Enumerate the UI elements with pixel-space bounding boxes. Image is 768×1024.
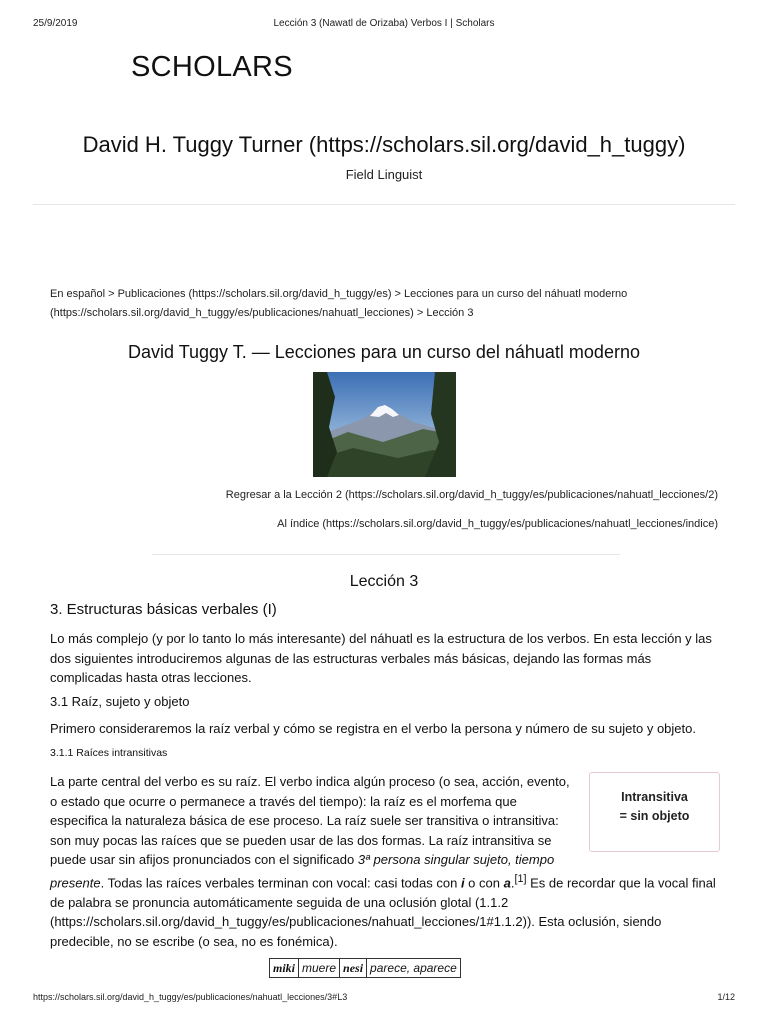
author-name[interactable]: David H. Tuggy Turner (https://scholars.sil.org/david_h_tuggy) [82,132,686,157]
page-subtitle: David Tuggy T. — Lecciones para un curso del náhuatl moderno [128,342,640,362]
print-page-title: Lección 3 (Nawatl de Orizaba) Verbos I | Scholars [273,18,495,29]
vowel-a: a [503,875,511,891]
print-url: https://scholars.sil.org/david_h_tuggy/es/publicaciones/nahuatl_lecciones/3#L3 [33,992,348,1002]
intransitive-callout [589,772,720,852]
nahuatl-word: miki [270,959,299,978]
print-date: 25/9/2019 [33,18,78,29]
body-text-3: o con [464,875,504,891]
intro-paragraph: Lo más complejo (y por lo tanto lo más interesante) del náhuatl es la estructura de los verbos. En esta lección y las dos siguientes introduciremos algunas de las estructuras verbales más básicas, dejando las formas más complicadas hasta otras lecciones. [50,631,712,685]
body-text-1: La parte central del verbo es su raíz. El verbo indica algún proceso (o sea, acción, evento, o estado que ocurre o permanece a través del tiempo): la raíz es el morfema que especifica la naturaleza básica de ese proceso. La raíz suele ser transitiva o intransitiva: son muy pocas las raíces que se pueden usar de las dos formas. La raíz intransitiva se puede usar sin afijos pronunciados con el significado [50,774,570,868]
body-text-2: . Todas las raíces verbales terminan con vocal: casi todas con [100,875,461,891]
subsection-paragraph: Primero consideraremos la raíz verbal y cómo se registra en el verbo la persona y número de su sujeto y objeto. [50,721,696,736]
spanish-gloss: parece, aparece [367,959,461,978]
mountain-landscape-image [313,372,456,477]
print-footer [33,992,735,1006]
vowel-i: i [460,875,465,891]
subsubsection-title: 3.1.1 Raíces intransitivas [50,747,168,759]
table-row [270,959,461,978]
volcano-illustration [313,372,456,477]
index-link[interactable]: Al índice (https://scholars.sil.org/david_h_tuggy/es/publicaciones/nahuatl_lecciones/indice) [277,518,718,530]
vocab-table [269,958,461,978]
body-italic: 3ª persona singular sujeto, tiempo presente [50,852,555,891]
author-role: Field Linguist [345,167,423,182]
section-title: 3. Estructuras básicas verbales (I) [50,601,277,618]
header-divider [33,204,735,205]
page-number: 1/12 [717,992,735,1002]
subsection-title: 3.1 Raíz, sujeto y objeto [50,694,190,709]
body-text-5: Es de recordar que la vocal final de palabra se pronuncia automáticamente seguida de una oclusión glotal (1.1.2 (https://scholars.sil.org/david_h_tuggy/es/publicaciones/nahuatl_lecciones/1#1.1.2)). Esta oclusión, siendo predecible, no se escribe (o sea, no es fonémica). [50,875,716,950]
callout-line-1: Intransitiva [621,790,688,804]
lesson-title: Lección 3 [349,573,419,590]
back-to-lesson-2-link[interactable]: Regresar a la Lección 2 (https://scholars.sil.org/david_h_tuggy/es/publicaciones/nahuatl_lecciones/2) [225,489,718,501]
nahuatl-word: nesi [340,959,367,978]
site-brand-logo[interactable]: SCHOLARS [131,51,293,83]
print-header [33,18,735,32]
content-divider [152,554,620,555]
callout-line-2: = sin objeto [619,809,690,823]
breadcrumb[interactable]: En español > Publicaciones (https://scholars.sil.org/david_h_tuggy/es) > Lecciones para un curso del náhuatl moderno (https://scholars.sil.org/david_h_tuggy/es/publicaciones/nahuatl_lecciones) > Lección 3 [50,288,628,319]
footnote-1-link[interactable]: [1] [514,872,527,885]
body-text-4: . [510,875,515,891]
spanish-gloss: muere [299,959,340,978]
roots-paragraph [50,772,720,952]
